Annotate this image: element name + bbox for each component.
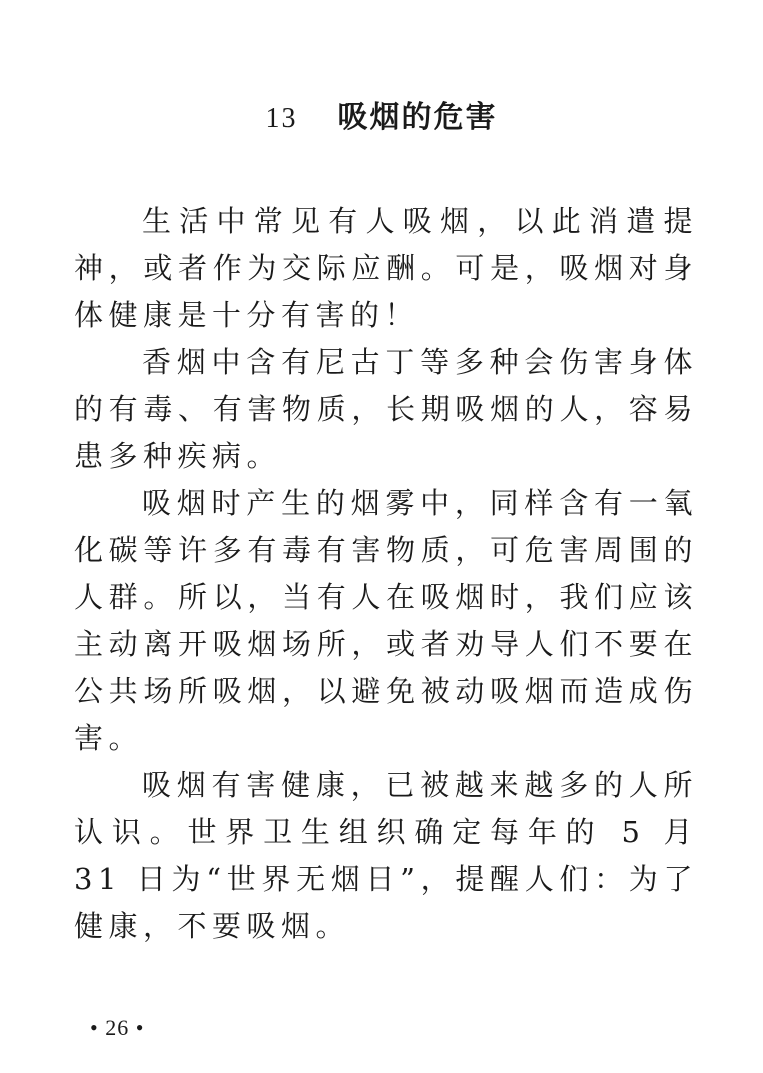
chapter-number: 13: [265, 103, 298, 134]
body-text: [74, 198, 698, 950]
page-number: • 26 •: [90, 1015, 145, 1040]
paragraph-4: 吸烟有害健康，已被越来越多的人所认识。世界卫生组织确定每年的 5 月 31 日为“世界无烟日”，提醒人们：为了健康，不要吸烟。: [74, 768, 698, 943]
paragraph-1: 生活中常见有人吸烟，以此消遣提神，或者作为交际应酬。可是，吸烟对身体健康是十分有害的！: [74, 204, 698, 332]
chapter-heading: [0, 92, 763, 136]
chapter-title: 吸烟的危害: [337, 100, 498, 135]
paragraph-2: 香烟中含有尼古丁等多种会伤害身体的有毒、有害物质，长期吸烟的人，容易患多种疾病。: [74, 345, 698, 473]
paragraph-3: 吸烟时产生的烟雾中，同样含有一氧化碳等许多有毒有害物质，可危害周围的人群。所以，当有人在吸烟时，我们应该主动离开吸烟场所，或者劝导人们不要在公共场所吸烟，以避免被动吸烟而造成伤害。: [74, 486, 698, 755]
